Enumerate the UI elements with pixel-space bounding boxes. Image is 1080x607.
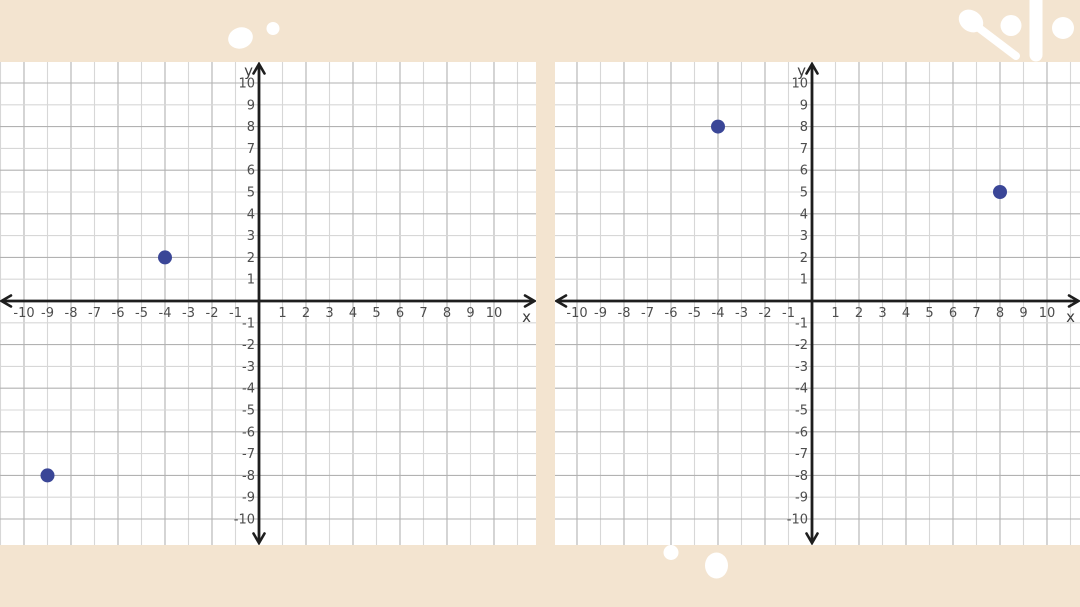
- y-tick-label: 2: [799, 250, 808, 266]
- x-tick-label: -10: [566, 306, 588, 321]
- x-tick-label: -4: [711, 306, 725, 321]
- plotted-point: [993, 185, 1007, 199]
- x-tick-label: 2: [301, 306, 311, 321]
- y-tick-label: 5: [246, 185, 255, 201]
- x-tick-label: -1: [782, 306, 795, 321]
- y-tick-label: -9: [795, 490, 808, 506]
- x-tick-label: -7: [641, 306, 654, 321]
- x-tick-label: 1: [278, 306, 287, 321]
- x-tick-label: -7: [88, 306, 101, 321]
- y-tick-label: -5: [795, 403, 808, 419]
- x-tick-label: 9: [1019, 306, 1028, 321]
- x-tick-label: -3: [735, 306, 748, 321]
- decor-splash-dot-icon: [1052, 17, 1074, 39]
- x-tick-label: -8: [64, 306, 78, 321]
- decor-blob-icon: [664, 545, 679, 560]
- x-tick-label: 3: [325, 306, 334, 321]
- y-tick-label: -4: [242, 381, 255, 397]
- x-tick-label: -6: [111, 306, 125, 321]
- y-axis-label: y: [797, 62, 806, 80]
- y-tick-label: 3: [246, 229, 255, 245]
- decor-splash-dot-icon: [1001, 15, 1022, 36]
- x-tick-label: 8: [995, 306, 1005, 321]
- y-tick-label: -1: [795, 316, 808, 332]
- x-tick-label: 6: [948, 306, 958, 321]
- x-tick-label: 6: [395, 306, 405, 321]
- x-tick-label: 5: [925, 306, 934, 321]
- y-tick-label: -1: [242, 316, 255, 332]
- y-tick-label: 8: [246, 120, 255, 136]
- x-tick-label: -9: [41, 306, 54, 321]
- y-tick-label: 9: [246, 98, 255, 114]
- x-tick-label: -1: [229, 306, 242, 321]
- plotted-point: [41, 468, 55, 482]
- y-axis-label: y: [244, 62, 253, 80]
- y-tick-label: 4: [799, 207, 808, 223]
- decor-blob-icon: [705, 553, 728, 579]
- y-tick-label: -8: [242, 468, 255, 484]
- y-tick-label: 8: [799, 120, 808, 136]
- y-tick-label: 1: [246, 272, 255, 288]
- y-tick-label: -5: [242, 403, 255, 419]
- y-tick-label: 5: [799, 185, 808, 201]
- x-tick-label: 7: [972, 306, 981, 321]
- y-tick-label: 1: [799, 272, 808, 288]
- x-tick-label: -9: [594, 306, 607, 321]
- x-tick-label: 1: [831, 306, 840, 321]
- decor-splash-icon: [954, 0, 1074, 56]
- x-tick-label: 10: [485, 306, 503, 321]
- y-tick-label: -7: [242, 447, 255, 463]
- y-tick-label: 10: [791, 76, 808, 92]
- x-tick-label: -2: [205, 306, 219, 321]
- y-tick-label: -10: [786, 512, 808, 528]
- right-coordinate-grid: [555, 62, 1080, 545]
- x-tick-label: 5: [372, 306, 381, 321]
- y-tick-label: 9: [799, 98, 808, 114]
- y-tick-label: -2: [795, 338, 808, 354]
- left-coordinate-grid-panel: [0, 62, 536, 545]
- plotted-point: [711, 120, 725, 134]
- y-tick-label: 2: [246, 250, 255, 266]
- y-tick-label: -9: [242, 490, 255, 506]
- x-tick-label: 3: [878, 306, 887, 321]
- y-tick-label: -7: [795, 447, 808, 463]
- x-tick-label: 10: [1038, 306, 1056, 321]
- x-tick-label: -3: [182, 306, 195, 321]
- left-coordinate-grid: [0, 62, 536, 545]
- y-tick-label: -2: [242, 338, 255, 354]
- x-tick-label: 8: [442, 306, 452, 321]
- y-tick-label: -6: [795, 425, 808, 441]
- x-tick-label: -5: [135, 306, 148, 321]
- y-tick-label: 3: [799, 229, 808, 245]
- right-coordinate-grid-panel: [555, 62, 1080, 545]
- decor-blob-icon: [267, 22, 280, 35]
- y-tick-label: -3: [795, 359, 808, 375]
- x-tick-label: -2: [758, 306, 772, 321]
- decor-blob-icon: [225, 24, 255, 52]
- plotted-point: [158, 250, 172, 264]
- y-tick-label: 4: [246, 207, 255, 223]
- x-tick-label: 7: [419, 306, 428, 321]
- x-tick-label: 2: [854, 306, 864, 321]
- y-tick-label: -4: [795, 381, 808, 397]
- y-tick-label: 10: [238, 76, 255, 92]
- y-tick-label: -3: [242, 359, 255, 375]
- x-tick-label: 4: [348, 306, 358, 321]
- y-tick-label: 6: [246, 163, 255, 179]
- y-tick-label: 7: [246, 141, 255, 157]
- y-tick-label: -10: [233, 512, 255, 528]
- x-tick-label: -6: [664, 306, 678, 321]
- y-tick-label: -6: [242, 425, 255, 441]
- y-tick-label: 6: [799, 163, 808, 179]
- y-tick-label: 7: [799, 141, 808, 157]
- x-tick-label: -8: [617, 306, 631, 321]
- x-tick-label: 9: [466, 306, 475, 321]
- x-axis-label: x: [1066, 308, 1075, 326]
- x-axis-label: x: [522, 308, 531, 326]
- x-tick-label: 4: [901, 306, 911, 321]
- y-tick-label: -8: [795, 468, 808, 484]
- x-tick-label: -10: [13, 306, 35, 321]
- x-tick-label: -5: [688, 306, 701, 321]
- x-tick-label: -4: [158, 306, 172, 321]
